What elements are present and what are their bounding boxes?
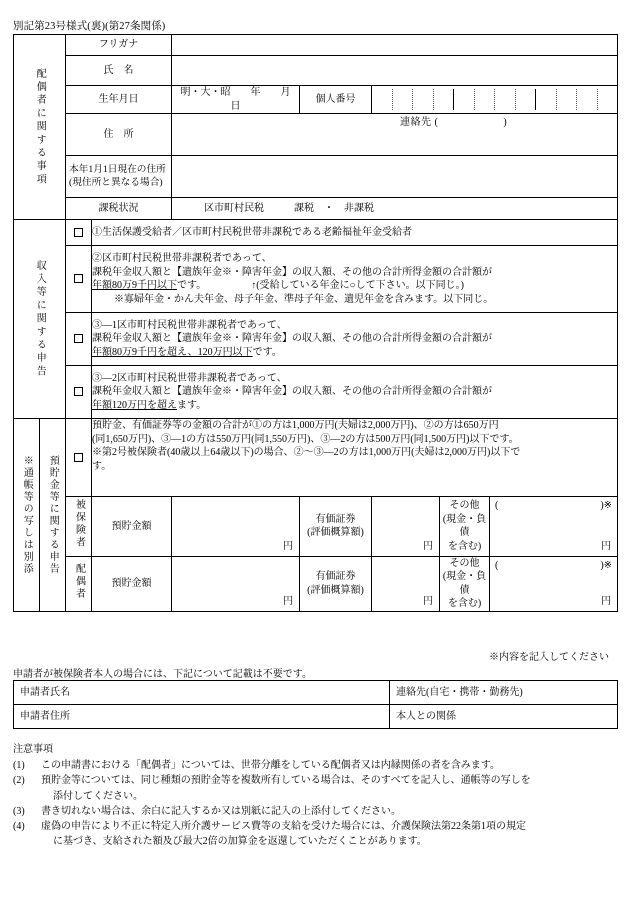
yen-unit: 円 [601, 596, 612, 607]
note-body: 虚偽の申告により不正に特定入所介護サービス費等の支給を受けた場合には、介護保険法第22条第1項の規定 に基づき、支給された額及び最大2倍の加算金を返還していただくことがあります。 [41, 820, 526, 848]
savings-other-label-insured: その他 (現金・負債 を含む) [440, 497, 490, 557]
mynumber-digit[interactable] [434, 89, 454, 110]
mynumber-label: 個人番号 [300, 86, 372, 114]
savings-other-input-insured[interactable] [490, 497, 618, 557]
savings-person-insured: 被保険者 [66, 497, 92, 557]
savings-deposit-input-insured[interactable] [172, 497, 300, 557]
applicant-row-name [14, 681, 618, 705]
birthdate-label: 生年月日 [66, 86, 172, 114]
note-item [13, 758, 623, 773]
row-birthdate [14, 86, 618, 114]
savings-securities-input-spouse[interactable] [372, 556, 440, 611]
income-section-vertical-label: 収入等に関する申告 [14, 220, 66, 419]
mynumber-group [372, 89, 454, 110]
furigana-input[interactable] [172, 35, 618, 56]
savings-section-vertical-label-sub: ※通帳等の写しは別添 [14, 419, 40, 612]
applicant-name-label[interactable]: 申請者氏名 [14, 681, 390, 705]
row-furigana [14, 35, 618, 56]
income-checkbox-3[interactable] [66, 313, 92, 366]
contact-paren[interactable] [435, 116, 535, 130]
row-address [14, 114, 618, 156]
mynumber-group [536, 89, 617, 110]
savings-deposit-input-spouse[interactable] [172, 556, 300, 611]
row-savings-insured [14, 497, 618, 557]
note-number: (3) [13, 805, 25, 817]
mynumber-digit[interactable] [475, 89, 496, 110]
savings-checkbox[interactable] [66, 419, 92, 497]
income-text-2-line3: 年額80万9千円以下です。 ↑(受給している年金に○して下さい。以下同じ。) [92, 280, 464, 291]
income-text-3-line3: 年額80万9千円を超え、120万円以下です。 [92, 346, 282, 358]
row-savings-spouse [14, 556, 618, 611]
row-savings-declaration [14, 419, 618, 497]
mynumber-digit[interactable] [372, 89, 393, 110]
savings-deposit-label-spouse: 預貯金額 [92, 556, 172, 611]
row-income-3 [14, 313, 618, 366]
applicant-row-address [14, 705, 618, 729]
jan1-address-input[interactable] [172, 156, 618, 198]
yen-unit: 円 [601, 541, 612, 552]
income-text-4-line3: 年額120万円を超えます。 [92, 399, 207, 411]
row-jan1-address [14, 156, 618, 198]
birthdate-input[interactable]: 明・大・昭 年 月 日 [172, 86, 300, 114]
applicant-note: 申請者が被保険者本人の場合には、下記について記載は不要です。 [13, 669, 312, 680]
applicant-contact-label[interactable]: 連絡先(自宅・携帯・勤務先) [390, 681, 618, 705]
mynumber-digit[interactable] [536, 89, 557, 110]
mynumber-grid [372, 89, 617, 110]
yen-unit: 円 [283, 596, 293, 607]
savings-deposit-label-insured: 預貯金額 [92, 497, 172, 557]
note-body: 預貯金等については、同じ種類の預貯金等を複数所有している場合は、そのすべてを記入し、通帳等の写しを 添付してください。 [41, 775, 531, 802]
checkbox-icon[interactable] [74, 387, 83, 396]
other-paren-close: )※ [600, 500, 613, 511]
income-text-1: ①生活保護受給者／区市町村民税世帯非課税である老齢福祉年金受給者 [92, 220, 618, 246]
checkbox-icon[interactable] [74, 453, 83, 462]
savings-person-spouse: 配偶者 [66, 556, 92, 611]
checkbox-icon[interactable] [74, 334, 83, 343]
note-item [13, 773, 623, 803]
income-checkbox-4[interactable] [66, 366, 92, 419]
checkbox-icon[interactable] [74, 274, 83, 283]
income-underline-4: 年額120万円を超え [92, 399, 177, 411]
mynumber-digit[interactable] [413, 89, 434, 110]
mynumber-digit[interactable] [516, 89, 536, 110]
note-number: (1) [13, 760, 25, 772]
notes-section [13, 742, 623, 849]
checkbox-icon[interactable] [74, 228, 83, 237]
contact-paren-open: ( [434, 117, 439, 128]
main-form-table [13, 34, 618, 612]
yen-unit: 円 [283, 541, 293, 552]
income-underline-2: 年額80万9千円以下 [92, 280, 177, 291]
contact-label: 連絡先 [400, 117, 432, 128]
other-paren-open: ( [495, 500, 499, 511]
address-label: 住 所 [66, 114, 172, 156]
furigana-label: フリガナ [66, 35, 172, 56]
income-text-2: ②区市町村民税世帯非課税者であって、 課税年金収入額と【遺族年金※・障害年金】の収入額、その他の合計所得金額の合計額が 年額80万9千円以下です。 ↑(受給している年金に○して下さい。以下同じ。) ※寡婦年金・かん夫年金、母子年金、準母子年金、遺児年金を含みます。以下同じ。 [92, 246, 618, 313]
spouse-section-vertical-label: 配偶者に関する事項 [14, 35, 66, 220]
jan1-address-label: 本年1月1日現在の住所(現住所と異なる場合) [66, 156, 172, 198]
income-underline-3: 年額80万9千円を超え、120万円以下 [92, 346, 253, 358]
savings-footnote: ※内容を記入してください [489, 652, 609, 663]
savings-other-label-spouse: その他 (現金・負債 を含む) [440, 556, 490, 611]
applicant-relation-label[interactable]: 本人との関係 [390, 705, 618, 729]
note-item [13, 819, 623, 849]
name-label: 氏 名 [66, 56, 172, 86]
applicant-table [13, 680, 618, 729]
name-input[interactable] [172, 56, 618, 86]
mynumber-digit[interactable] [557, 89, 578, 110]
note-body: この申請書における「配偶者」については、世帯分離をしている配偶者又は内縁関係の者を含みます。 [41, 760, 500, 772]
income-text-3: ③―1区市町村民税世帯非課税者であって、 課税年金収入額と【遺族年金※・障害年金】の収入額、その他の合計所得金額の合計額が 年額80万9千円を超え、120万円以下です。 [92, 313, 618, 366]
mynumber-digit[interactable] [598, 89, 618, 110]
note-number: (4) [13, 820, 25, 832]
yen-unit: 円 [423, 541, 433, 552]
contact-line [172, 114, 617, 130]
contact-paren-close: ) [503, 117, 508, 128]
yen-unit: 円 [423, 596, 433, 607]
mynumber-digit[interactable] [393, 89, 414, 110]
income-checkbox-1[interactable] [66, 220, 92, 246]
row-tax-status [14, 198, 618, 220]
note-number: (2) [13, 775, 25, 787]
row-income-1 [14, 220, 618, 246]
row-income-2 [14, 246, 618, 313]
mynumber-group [454, 89, 536, 110]
document-header: 別記第23号様式(裏)(第27条関係) [13, 21, 166, 32]
savings-other-input-spouse[interactable] [490, 556, 618, 611]
tax-status-value[interactable]: 区市町村民税 課税 ・ 非課税 [172, 198, 618, 220]
row-name [14, 56, 618, 86]
notes-title: 注意事項 [13, 744, 53, 755]
note-item [13, 804, 623, 819]
tax-status-label: 課税状況 [66, 198, 172, 220]
mynumber-digit[interactable] [577, 89, 598, 110]
mynumber-input[interactable] [372, 86, 618, 114]
address-input[interactable] [172, 114, 618, 156]
mynumber-digit[interactable] [495, 89, 516, 110]
other-paren-open: ( [495, 559, 499, 571]
savings-section-vertical-label-main: 預貯金等に関する申告 [40, 419, 66, 612]
row-income-4 [14, 366, 618, 419]
savings-securities-label-spouse: 有価証券 (評価概算額) [300, 556, 372, 611]
savings-securities-input-insured[interactable] [372, 497, 440, 557]
applicant-address-label[interactable]: 申請者住所 [14, 705, 390, 729]
note-body: 書き切れない場合は、余白に記入するか又は別紙に記入の上添付してください。 [41, 805, 401, 817]
savings-declaration-text: 預貯金、有価証券等の金額の合計が①の方は1,000万円(夫婦は2,000万円)、②の方は650万円 (同1,650万円)、③―1の方は550万円(同1,550万円)、③―2の方は500万円(同1,500万円)以下です。 ※第2号被保険者(40歳以上64歳以下)の場合、②～③―2の方は1,000万円(夫婦は2,000万円)以下で す。 [92, 419, 618, 497]
mynumber-digit[interactable] [454, 89, 475, 110]
income-checkbox-2[interactable] [66, 246, 92, 313]
other-paren-close: )※ [600, 559, 613, 571]
savings-securities-label-insured: 有価証券 (評価概算額) [300, 497, 372, 557]
income-text-4: ③―2区市町村民税世帯非課税者であって、 課税年金収入額と【遺族年金※・障害年金】の収入額、その他の合計所得金額の合計額が 年額120万円を超えます。 [92, 366, 618, 419]
